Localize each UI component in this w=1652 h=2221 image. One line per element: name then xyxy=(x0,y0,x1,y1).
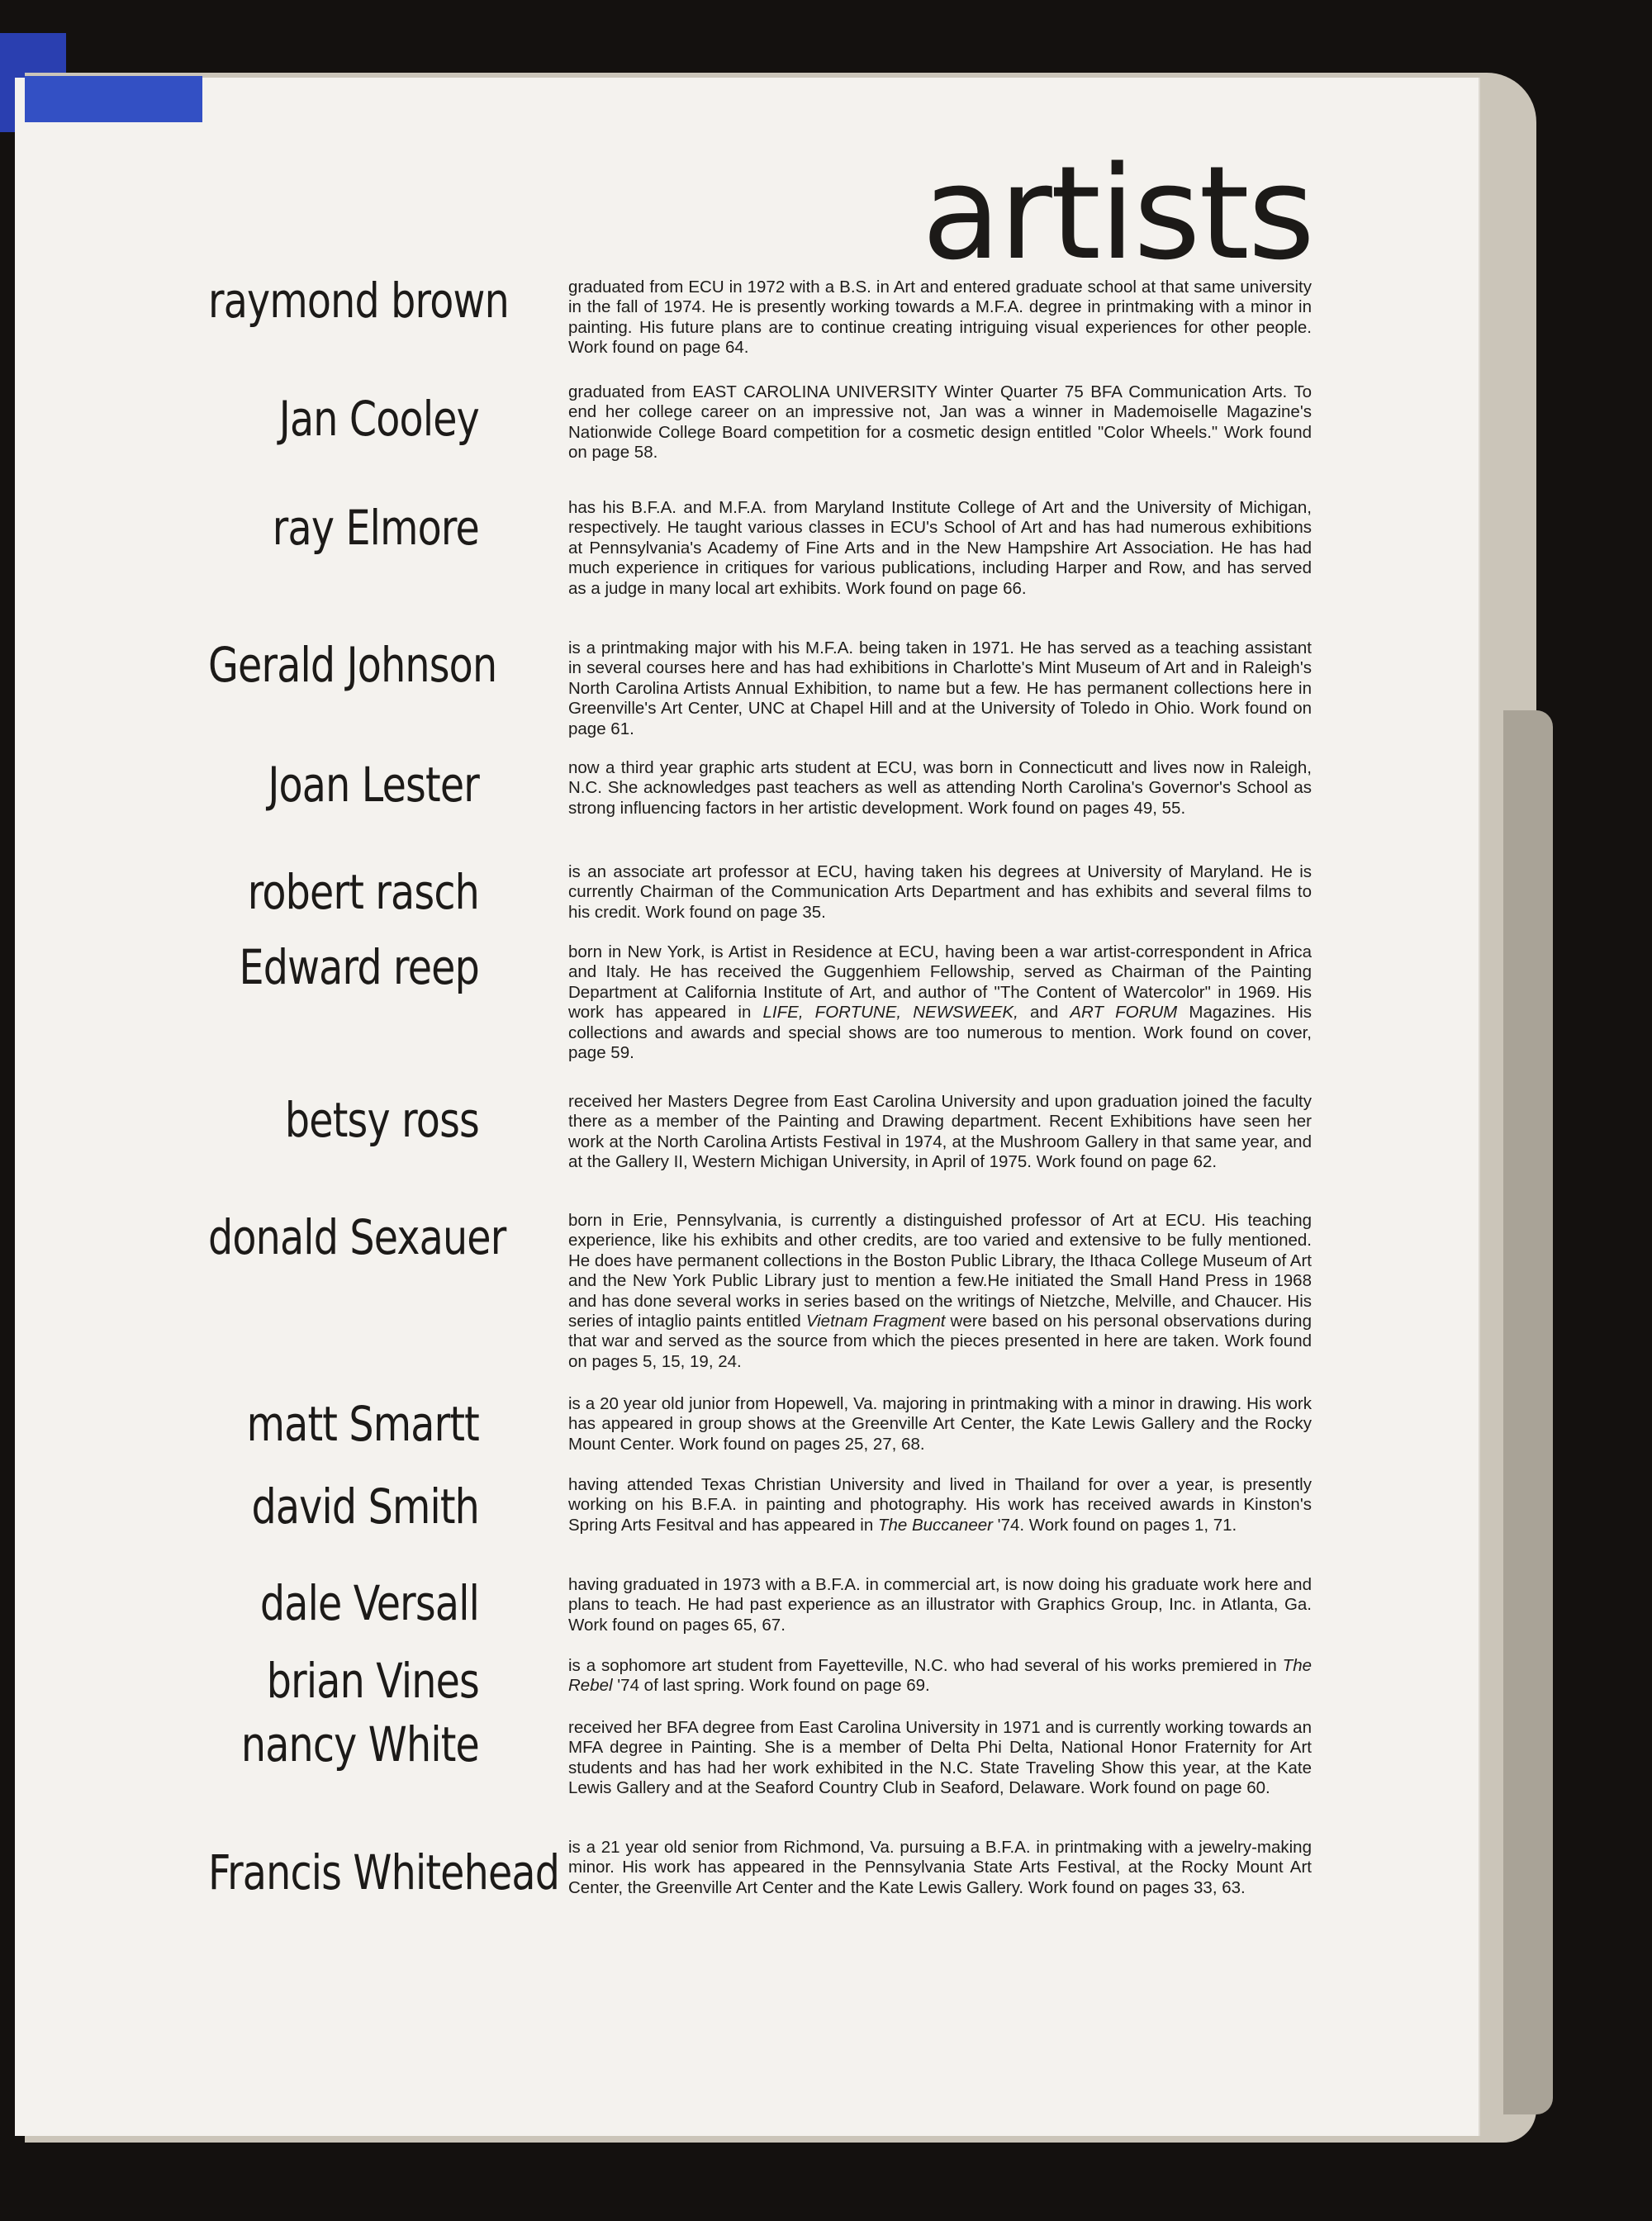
artist-bio: received her BFA degree from East Carolina University in 1971 and is currently working towards an MFA degree in Painting. She is a member of Delta Phi Delta, National Honor Fraternity for Art students and has had her work exhibited in the N.C. State Traveling Show this year, at the Kate Lewis Gallery and at the Seaford Country Club in Seaford, Delaware. Work found on page 60. xyxy=(568,1718,1312,1798)
page-title: artists xyxy=(922,138,1313,288)
artist-bio: is a 21 year old senior from Richmond, Va. pursuing a B.F.A. in printmaking with a jewelry-making minor. His work has appeared in the Pennsylvania State Arts Festival, at the Rocky Mount Art Center, the Greenville Art Center and the Kate Lewis Gallery. Work found on pages 33, 63. xyxy=(568,1838,1312,1897)
artist-name: Jan Cooley xyxy=(278,391,479,447)
artist-bio: is a 20 year old junior from Hopewell, Va. majoring in printmaking with a minor in drawing. His work has appeared in group shows at the Greenville Art Center, the Kate Lewis Gallery and the Rocky Mount Center. Work found on pages 25, 27, 68. xyxy=(568,1394,1312,1454)
artist-name: nancy White xyxy=(240,1716,479,1773)
artist-name: david Smith xyxy=(251,1478,479,1535)
artist-bio: graduated from ECU in 1972 with a B.S. in Art and entered graduate school at that same university in the fall of 1974. He is presently working towards a M.F.A. degree in printmaking with a minor in painting. His future plans are to continue creating intriguing visual experiences for other people. Work found on page 64. xyxy=(568,278,1312,358)
artist-name: brian Vines xyxy=(266,1653,479,1709)
artist-bio: having graduated in 1973 with a B.F.A. in commercial art, is now doing his graduate work here and plans to teach. He had past experience as an illustrator with Graphics Group, Inc. in Atlanta, Ga. Work found on pages 65, 67. xyxy=(568,1575,1312,1635)
artist-name: Francis Whitehead xyxy=(208,1844,560,1901)
artist-bio: graduated from EAST CAROLINA UNIVERSITY Winter Quarter 75 BFA Communication Arts. To end her college career on an impressive not, Jan was a winner in Mademoiselle Magazine's Nationwide College Board competition for a cosmetic design entitled "Color Wheels." Work found on page 58. xyxy=(568,382,1312,463)
backing-sheet-edge xyxy=(1503,710,1553,2114)
artist-name: Edward reep xyxy=(239,939,479,995)
artist-bio: has his B.F.A. and M.F.A. from Maryland Institute College of Art and the University of Michigan, respectively. He taught various classes in ECU's School of Art and has had numerous exhibitions at Pennsylvania's Academy of Fine Arts and in the New Hampshire Art Association. He has had much experience in critiques for various publications, including Harper and Row, and has served as a judge in many local art exhibits. Work found on page 66. xyxy=(568,498,1312,598)
artist-name: donald Sexauer xyxy=(208,1209,506,1265)
artist-bio: born in New York, is Artist in Residence at ECU, having been a war artist-correspondent in Africa and Italy. He has received the Guggenhiem Fellowship, served as Chairman of the Painting Department at California Institute of Art, and author of "The Content of Watercolor" in 1969. His work has appeared in LIFE, FORTUNE, NEWSWEEK, and ART FORUM Magazines. His collections and awards and special shows are too numerous to mention. Work found on cover, page 59. xyxy=(568,942,1312,1063)
corner-tab xyxy=(25,76,202,122)
artist-name: dale Versall xyxy=(259,1575,479,1631)
artist-bio: now a third year graphic arts student at ECU, was born in Connecticutt and lives now in Raleigh, N.C. She acknowledges past teachers as well as attending North Carolina's Governor's School as strong influencing factors in her artistic development. Work found on pages 49, 55. xyxy=(568,758,1312,818)
artist-name: ray Elmore xyxy=(272,500,479,556)
artist-bio: received her Masters Degree from East Carolina University and upon graduation joined the faculty there as a member of the Painting and Drawing department. Recent Exhibitions have seen her work at the North Carolina Artists Festival in 1974, at the Mushroom Gallery in that same year, and at the Gallery II, Western Michigan University, in April of 1975. Work found on page 62. xyxy=(568,1092,1312,1172)
artist-bio: having attended Texas Christian University and lived in Thailand for over a year, is presently working on his B.F.A. in painting and photography. His work has received awards in Kinston's Spring Arts Fesitval and has appeared in The Buccaneer '74. Work found on pages 1, 71. xyxy=(568,1475,1312,1535)
artist-name: matt Smartt xyxy=(246,1396,479,1452)
artist-name: raymond brown xyxy=(208,273,509,329)
artist-name: Joan Lester xyxy=(268,757,479,813)
artist-bio: is a printmaking major with his M.F.A. being taken in 1971. He has served as a teaching assistant in several courses here and has had exhibitions in Charlotte's Mint Museum of Art and in Raleigh's North Carolina Artists Annual Exhibition, to name but a few. He has permanent collections here in Greenville's Art Center, UNC at Chapel Hill and at the University of Toledo in Ohio. Work found on page 61. xyxy=(568,638,1312,738)
artist-name: Gerald Johnson xyxy=(208,637,497,693)
artist-bio: is a sophomore art student from Fayetteville, N.C. who had several of his works premiered in The Rebel '74 of last spring. Work found on page 69. xyxy=(568,1656,1312,1696)
artist-bio: is an associate art professor at ECU, having taken his degrees at University of Maryland. He is currently Chairman of the Communication Arts Department and has exhibits and several films to his credit. Work found on page 35. xyxy=(568,862,1312,922)
artist-name: betsy ross xyxy=(284,1092,479,1148)
artist-bio: born in Erie, Pennsylvania, is currently a distinguished professor of Art at ECU. His teaching experience, like his exhibits and other credits, are too varied and extensive to be fully mentioned. He does have permanent collections in the Boston Public Library, the Ithaca College Museum of Art and the New York Public Library just to mention a few.He initiated the Small Hand Press in 1968 and has done several works in series based on the writings of Nietzche, Melville, and Chaucer. His series of intaglio paints entitled Vietnam Fragment were based on his personal observations during that war and served as the source from which the pieces presented in here are taken. Work found on pages 5, 15, 19, 24. xyxy=(568,1211,1312,1371)
artist-name: robert rasch xyxy=(247,864,479,920)
